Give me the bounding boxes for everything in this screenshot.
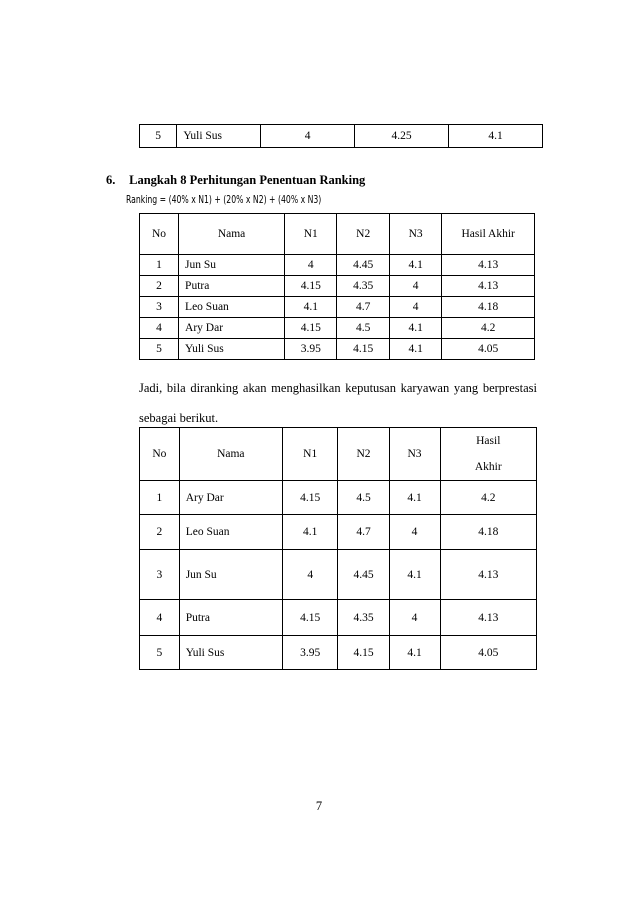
cell-value: 4.1 [449,125,543,148]
section-title: Langkah 8 Perhitungan Penentuan Ranking [129,173,366,187]
cell-n2: 4.5 [337,318,389,339]
cell-hasil-akhir: 4.05 [442,339,535,360]
cell-n3: 4.1 [389,339,441,360]
cell-n3: 4.1 [389,255,441,276]
cell-no: 5 [140,636,180,670]
cell-hasil-akhir: 4.2 [440,481,536,515]
cell-n3: 4.1 [389,481,440,515]
cell-hasil-akhir: 4.13 [440,600,536,636]
table-row [140,636,537,670]
cell-n3: 4 [389,600,440,636]
cell-nama: Leo Suan [179,515,282,550]
header-n2: N2 [338,428,389,481]
cell-no: 4 [140,600,180,636]
page-number: 7 [315,799,323,813]
cell-nama: Ary Dar [179,481,282,515]
cell-n2: 4.35 [337,276,389,297]
cell-n2: 4.15 [337,339,389,360]
cell-n1: 4.1 [285,297,337,318]
cell-n1: 4 [285,255,337,276]
cell-nama: Yuli Sus [177,125,261,148]
cell-nama: Jun Su [179,255,285,276]
ranking-formula: Ranking = (40% x N1) + (20% x N2) + (40% x N3) [126,193,322,206]
cell-hasil-akhir: 4.18 [442,297,535,318]
cell-nama: Jun Su [179,550,282,600]
cell-n1: 3.95 [282,636,338,670]
table-row [140,481,537,515]
table-row [140,339,535,360]
cell-n2: 4.7 [338,515,389,550]
cell-value: 4.25 [355,125,449,148]
table-row [140,515,537,550]
table-row [140,318,535,339]
header-n1: N1 [285,214,337,255]
final-ranking-table [139,427,537,670]
cell-n2: 4.7 [337,297,389,318]
header-no: No [140,214,179,255]
cell-no: 5 [140,339,179,360]
cell-no: 1 [140,481,180,515]
cell-nama: Putra [179,276,285,297]
cell-no: 3 [140,550,180,600]
cell-no: 2 [140,515,180,550]
cell-no: 1 [140,255,179,276]
cell-hasil-akhir: 4.13 [442,255,535,276]
table-header-row [140,428,537,481]
cell-nama: Ary Dar [179,318,285,339]
cell-hasil-akhir: 4.2 [442,318,535,339]
cell-n1: 4.15 [285,318,337,339]
cell-n3: 4 [389,515,440,550]
table-row [140,276,535,297]
cell-hasil-akhir: 4.13 [440,550,536,600]
paragraph-line-2: sebagai berikut. [139,411,219,425]
table-row [140,125,543,148]
header-n2: N2 [337,214,389,255]
table-row [140,255,535,276]
table-row [140,600,537,636]
section-heading [106,173,365,188]
header-n1: N1 [282,428,338,481]
cell-n1: 3.95 [285,339,337,360]
ranking-table [139,213,535,360]
cell-no: 4 [140,318,179,339]
cell-n2: 4.45 [337,255,389,276]
cell-n3: 4.1 [389,318,441,339]
cell-n2: 4.5 [338,481,389,515]
cell-n3: 4 [389,297,441,318]
cell-n1: 4.15 [285,276,337,297]
cell-hasil-akhir: 4.18 [440,515,536,550]
header-hasil-akhir: Hasil Akhir [442,214,535,255]
cell-n2: 4.45 [338,550,389,600]
cell-nama: Yuli Sus [179,636,282,670]
cell-no: 3 [140,297,179,318]
section-number: 6. [106,173,116,187]
cell-n1: 4 [282,550,338,600]
cell-n2: 4.15 [338,636,389,670]
header-nama: Nama [179,428,282,481]
header-n3: N3 [389,214,441,255]
cell-n3: 4.1 [389,550,440,600]
previous-table-fragment [139,124,543,148]
header-nama: Nama [179,214,285,255]
cell-n1: 4.1 [282,515,338,550]
cell-n3: 4 [389,276,441,297]
cell-hasil-akhir: 4.05 [440,636,536,670]
table-header-row [140,214,535,255]
cell-n2: 4.35 [338,600,389,636]
header-n3: N3 [389,428,440,481]
cell-nama: Putra [179,600,282,636]
header-akhir-line: Akhir [474,461,502,473]
cell-no: 5 [140,125,177,148]
cell-n1: 4.15 [282,481,338,515]
paragraph-line-1: Jadi, bila diranking akan menghasilkan keputusan karyawan yang berprestasi [139,381,537,395]
table-row [140,297,535,318]
header-hasil-line: Hasil [476,435,501,447]
header-no: No [140,428,180,481]
cell-nama: Yuli Sus [179,339,285,360]
cell-no: 2 [140,276,179,297]
cell-nama: Leo Suan [179,297,285,318]
cell-hasil-akhir: 4.13 [442,276,535,297]
cell-value: 4 [261,125,355,148]
header-hasil-akhir [440,428,536,481]
table-row [140,550,537,600]
cell-n3: 4.1 [389,636,440,670]
cell-n1: 4.15 [282,600,338,636]
